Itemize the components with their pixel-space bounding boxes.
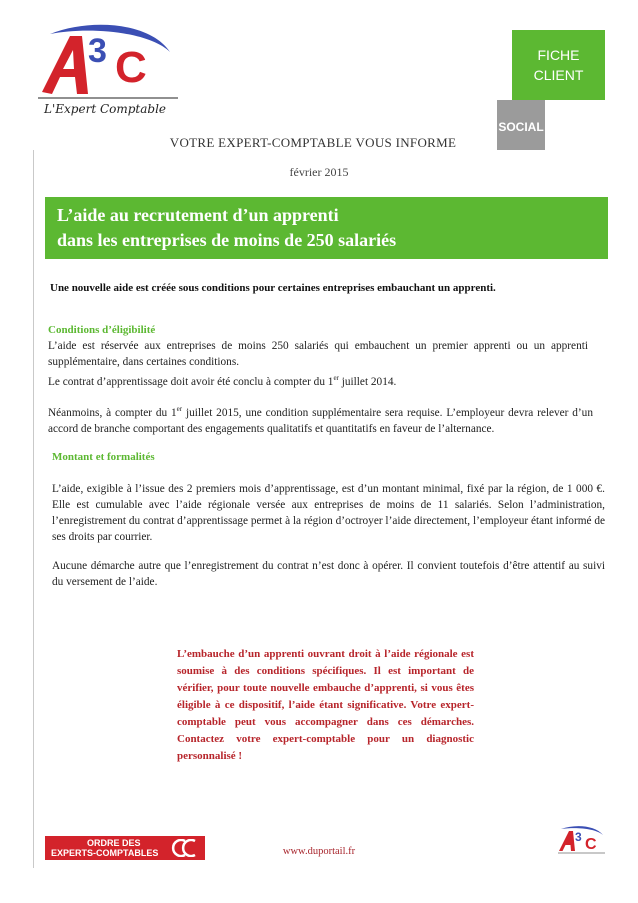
section-amount-title: Montant et formalités [52, 451, 155, 463]
fiche-client-tag [512, 30, 605, 100]
title-banner [45, 197, 608, 259]
client-label: CLIENT [533, 67, 584, 83]
amount-paragraph-1: L’aide, exigible à l’issue des 2 premiers mois d’apprentissage, est d’un montant minimal, fixé par la région, de 1 000 €. Elle est cumulable avec l’aide régionale versée aux entreprises de moins de 11 salariés. Selon l’administration, l’enregistrement du contrat d’apprentissage permet à la région d’octroyer l’aide directement, l’employeur étant informé de ses droits par courrier. [52, 483, 606, 543]
title-line-2: dans les entreprises de moins de 250 salariés [57, 230, 397, 250]
svg-text:3: 3 [575, 830, 582, 844]
eligibility-paragraph-1: L’aide est réservée aux entreprises de moins 250 salariés qui embauchent un premier apprenti ou un apprenti supplémentaire, dans certaines conditions. [48, 340, 588, 368]
lead-paragraph: Une nouvelle aide est créée sous conditions pour certaines entreprises embauchant un apprenti. [50, 282, 496, 294]
ordre-line-1: ORDRE DES [87, 838, 141, 848]
website-link[interactable]: www.duportail.fr [282, 846, 356, 857]
advice-callout: L’embauche d’un apprenti ouvrant droit à l’aide régionale est soumise à des conditions spécifiques. Il est important de vérifier, pour toute nouvelle embauche d’apprenti, si vous êtes éligible à ce dispositif, l’aide étant significative. Votre expert-comptable peut vous accompagner dans ces démarches. Contactez votre expert-comptable pour un diagnostic personnalisé ! [177, 648, 474, 762]
eligibility-paragraph-2: Le contrat d’apprentissage doit avoir été conclu à compter du 1er juillet 2014. [48, 374, 397, 388]
svg-text:L'Expert Comptable: L'Expert Comptable [44, 102, 167, 116]
issue-date: février 2015 [289, 165, 349, 179]
svg-text:C: C [115, 43, 147, 92]
header-informe: VOTRE EXPERT-COMPTABLE VOUS INFORME [169, 135, 457, 150]
svg-text:3: 3 [88, 32, 107, 70]
left-margin-rule [33, 150, 34, 868]
amount-paragraph-2: Aucune démarche autre que l’enregistrement du contrat n’est donc à opérer. Il convient toutefois d’être attentif au suivi du versement de l’aide. [52, 560, 605, 588]
eligibility-paragraph-3: Néanmoins, à compter du 1er juillet 2015, une condition supplémentaire sera requise. L’employeur devra relever d’un accord de branche comportant des engagements qualitatifs et quantitatifs en faveur de l’alternance. [48, 405, 593, 435]
category-tag: SOCIAL [497, 100, 545, 150]
svg-text:C: C [585, 836, 597, 853]
a3c-logo-graphic [30, 22, 180, 122]
fiche-label: FICHE [537, 47, 580, 63]
ordre-line-2: EXPERTS-COMPTABLES [51, 848, 159, 858]
title-line-1: L’aide au recrutement d’un apprenti [57, 205, 339, 225]
a3c-logo [30, 22, 180, 122]
a3c-mini-logo [555, 825, 607, 863]
section-eligibility-title: Conditions d’éligibilité [48, 324, 156, 336]
a3c-mini-logo-graphic [555, 825, 607, 863]
